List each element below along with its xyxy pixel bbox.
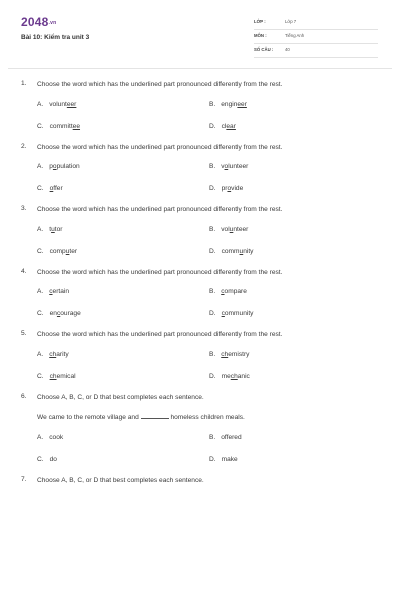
option-letter: C. [37, 372, 44, 380]
option-c[interactable] [37, 372, 209, 381]
question-text: Choose the word which has the underlined part pronounced differently from the rest. [37, 331, 283, 338]
question-5 [21, 330, 377, 381]
option-d[interactable] [209, 372, 381, 381]
option-d[interactable] [209, 184, 381, 193]
document-title: Bài 10: Kiểm tra unit 3 [21, 34, 90, 41]
option-text: make [221, 455, 238, 463]
option-underlined: c [221, 310, 225, 317]
option-b[interactable] [209, 225, 381, 234]
option-letter: B. [209, 350, 216, 358]
option-letter: C. [37, 122, 44, 130]
option-text: pr [221, 185, 228, 192]
option-text: ffer [53, 185, 63, 192]
option-underlined: eer [66, 100, 77, 108]
option-c[interactable] [37, 122, 209, 131]
options [37, 225, 377, 256]
option-text: tor [54, 225, 63, 233]
option-letter: A. [37, 350, 44, 358]
option-text: ter [69, 247, 78, 255]
option-b[interactable] [209, 433, 381, 442]
option-text: cook [49, 433, 64, 441]
info-label: SỐ CÂU : [254, 47, 274, 52]
option-a[interactable] [37, 287, 209, 296]
sentence-part: homeless children meals. [170, 414, 245, 421]
info-label: LỚP : [254, 19, 266, 24]
option-text: emical [56, 372, 76, 380]
option-letter: A. [37, 288, 44, 295]
option-letter: D. [209, 122, 216, 130]
option-text: engin [221, 100, 238, 108]
option-a[interactable] [37, 100, 209, 109]
question-number: 7. [21, 475, 27, 483]
option-underlined: u [239, 247, 244, 255]
option-underlined: ch [230, 372, 238, 380]
option-c[interactable] [37, 247, 209, 256]
option-c[interactable] [37, 309, 209, 318]
info-label: MÔN : [254, 33, 267, 38]
option-letter: B. [209, 433, 216, 441]
option-text: ommunity [224, 310, 254, 317]
option-letter: A. [37, 225, 44, 233]
option-text: ompare [224, 288, 247, 295]
option-text: nity [243, 247, 254, 255]
option-b[interactable] [209, 162, 381, 171]
question-6 [21, 393, 377, 464]
option-underlined: o [224, 163, 229, 170]
option-c[interactable] [37, 455, 209, 464]
option-a[interactable] [37, 162, 209, 171]
question-text: Choose A, B, C, or D that best completes each sentence. [37, 476, 204, 484]
option-underlined: ee [72, 122, 81, 130]
option-underlined: o [49, 185, 54, 192]
option-underlined: u [65, 247, 70, 255]
question-text: Choose the word which has the underlined part pronounced differently from the rest. [37, 81, 283, 88]
option-text: vol [221, 225, 230, 233]
option-text: v [221, 163, 225, 170]
option-text: arity [56, 350, 69, 358]
option-underlined: ch [221, 350, 229, 358]
option-a[interactable] [37, 433, 209, 442]
question-number: 6. [21, 392, 27, 400]
option-letter: B. [209, 225, 216, 233]
option-a[interactable] [37, 350, 209, 359]
option-text: emistry [228, 350, 250, 358]
options [37, 287, 377, 318]
option-text: do [49, 455, 57, 463]
option-text: volunt [49, 100, 67, 108]
question-text: Choose the word which has the underlined part pronounced differently from the rest. [37, 143, 283, 151]
option-text: pulation [56, 163, 80, 170]
answer-blank [141, 412, 169, 419]
option-d[interactable] [209, 309, 381, 318]
option-b[interactable] [209, 287, 381, 296]
option-a[interactable] [37, 225, 209, 234]
option-text: lunteer [228, 163, 249, 170]
question-3 [21, 205, 377, 256]
option-letter: C. [37, 185, 44, 192]
info-panel [254, 16, 378, 58]
option-underlined: o [52, 163, 57, 170]
question-1 [21, 80, 377, 131]
option-text: me [221, 372, 231, 380]
info-row-class [254, 16, 378, 30]
option-underlined: ear [226, 122, 236, 130]
logo-suffix: .vn [48, 19, 57, 26]
option-letter: D. [209, 185, 216, 192]
option-text: t [49, 225, 52, 233]
info-value: Lớp 7 [285, 19, 297, 24]
question-number: 5. [21, 330, 27, 337]
option-text: cl [221, 122, 227, 130]
options [37, 433, 377, 464]
option-underlined: u [51, 225, 55, 233]
option-letter: A. [37, 163, 44, 170]
question-number: 1. [21, 80, 27, 87]
option-b[interactable] [209, 100, 381, 109]
option-letter: C. [37, 310, 44, 317]
options [37, 350, 377, 381]
option-text: committ [49, 122, 73, 130]
option-text: anic [237, 372, 250, 380]
question-text: Choose A, B, C, or D that best completes each sentence. [37, 393, 204, 401]
option-text: p [49, 163, 53, 170]
logo-main: 2048 [21, 15, 49, 29]
option-text: vide [231, 185, 244, 192]
info-value: 40 [285, 47, 290, 52]
option-text: comm [221, 247, 240, 255]
option-b[interactable] [209, 350, 381, 359]
question-text: Choose the word which has the underlined part pronounced differently from the rest. [37, 268, 283, 276]
question-sentence [37, 412, 377, 423]
question-number: 3. [21, 205, 27, 212]
option-text: offered [221, 433, 242, 441]
option-underlined: c [56, 310, 61, 317]
question-4 [21, 268, 377, 319]
question-text: Choose the word which has the underlined part pronounced differently from the rest. [37, 206, 283, 213]
option-letter: D. [209, 455, 216, 463]
option-underlined: ch [49, 350, 57, 358]
option-letter: B. [209, 288, 216, 295]
options [37, 100, 377, 131]
header [0, 0, 400, 68]
sentence-part: We came to the remote village and [37, 414, 139, 421]
option-letter: B. [209, 100, 216, 108]
option-letter: A. [37, 433, 44, 441]
option-letter: B. [209, 163, 216, 170]
option-underlined: c [49, 288, 53, 295]
option-letter: D. [209, 372, 216, 380]
option-letter: D. [209, 247, 216, 255]
option-text: comp [49, 247, 66, 255]
options [37, 162, 377, 193]
header-divider [8, 68, 392, 69]
option-d[interactable] [209, 247, 381, 256]
option-text: ertain [52, 288, 70, 295]
option-d[interactable] [209, 455, 381, 464]
option-text: ourage [60, 310, 81, 317]
info-value: Tiếng Anh [285, 33, 305, 38]
option-underlined: ch [49, 372, 57, 380]
option-letter: A. [37, 100, 44, 108]
option-d[interactable] [209, 122, 381, 131]
info-row-subject [254, 30, 378, 44]
question-number: 2. [21, 142, 27, 150]
option-underlined: eer [237, 100, 247, 108]
option-text: en [49, 310, 57, 317]
option-letter: C. [37, 455, 44, 463]
option-text: nteer [233, 225, 249, 233]
question-number: 4. [21, 267, 27, 275]
option-letter: D. [209, 310, 216, 317]
site-logo[interactable] [21, 15, 56, 29]
question-2 [21, 143, 377, 194]
question-list [21, 80, 377, 497]
option-underlined: u [229, 225, 234, 233]
info-row-question-count [254, 44, 378, 58]
option-underlined: c [221, 288, 225, 295]
option-letter: C. [37, 247, 44, 255]
option-c[interactable] [37, 184, 209, 193]
question-7 [21, 476, 377, 486]
option-underlined: o [227, 185, 232, 192]
